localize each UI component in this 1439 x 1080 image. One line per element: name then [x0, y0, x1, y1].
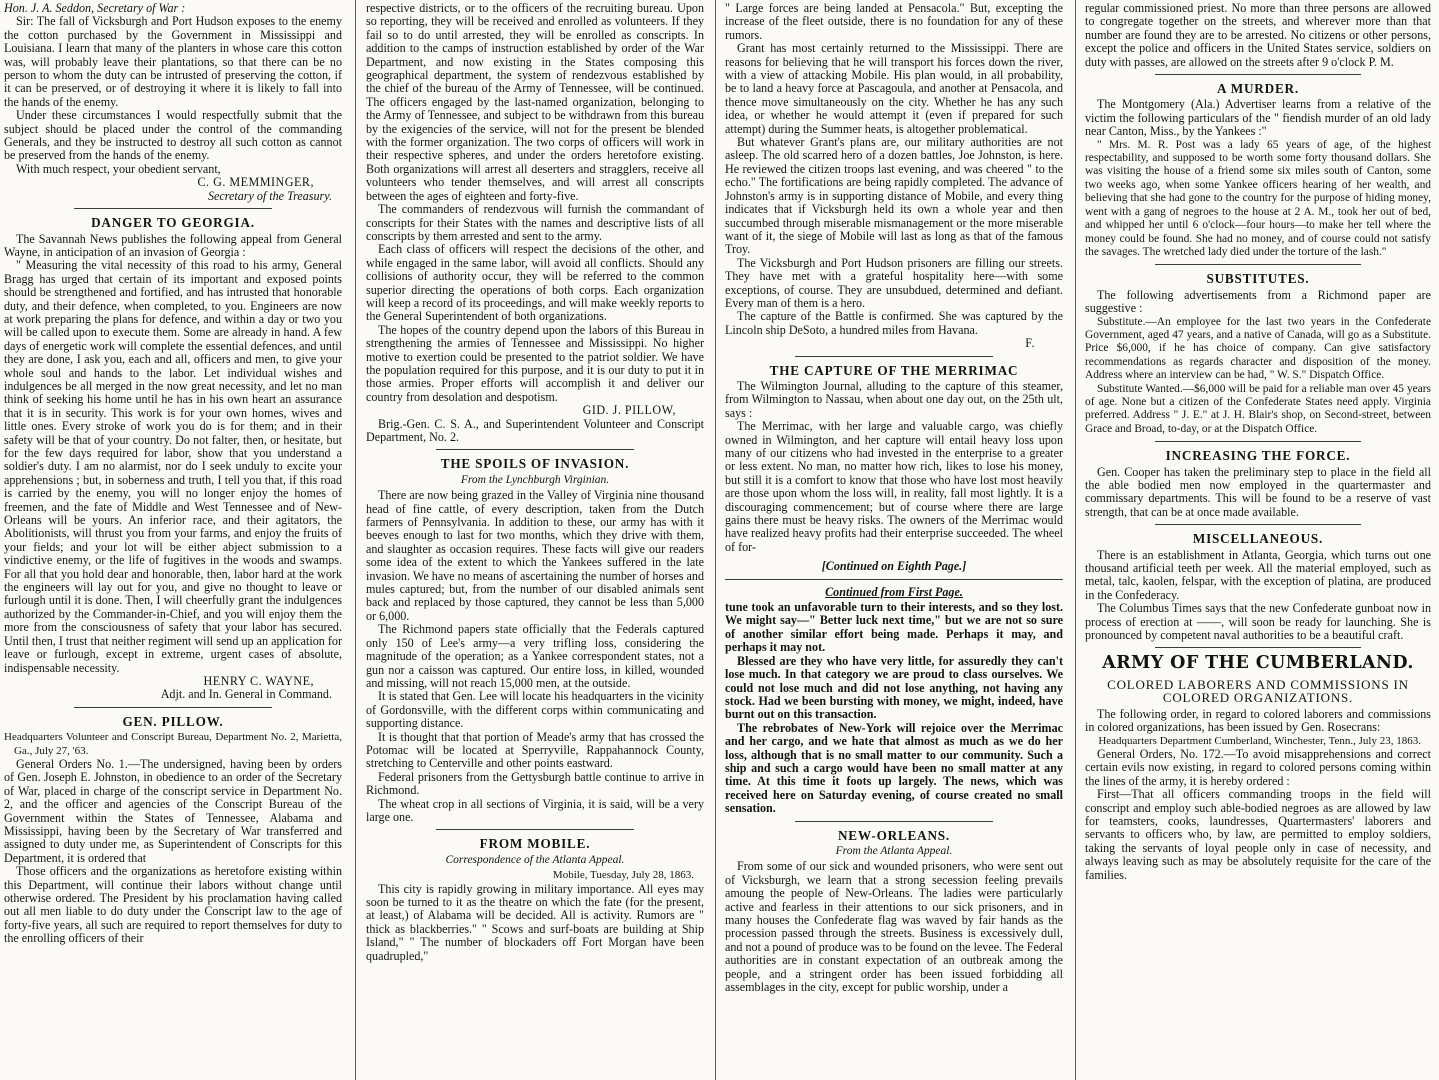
article-paragraph: Grant has most certainly returned to the Mississippi. There are reasons for believing that he will transport his forces down the river, with a view of attacking Mobile. His plan would, in all probability, be to land a heavy force at Pascagoula, and another at Pensacola, and thence move simultaneously on the city. Whether he has any such idea, or whether he would attempt it (even if prepared for such attempt) during the Summer heats, is altogether problematical. [725, 41, 1063, 136]
section-divider [1155, 441, 1361, 442]
article-paragraph: It is stated that Gen. Lee will locate his headquarters in the vicinity of Gordonsville, with the different corps within communicating and supporting distance. [366, 689, 704, 731]
section-divider [725, 579, 1063, 580]
article-paragraph: But whatever Grant's plans are, our military authorities are not asleep. The old scarred hero of a dozen battles, Joe Johnston, is here. He reviewed the citizen troops last evening, and was cheered " to the echo." The fortifications are being rapidly completed. The advance of Johnston's army is in supporting distance of Mobile, and every thing indicates that if Vicksburgh held its own a whole year and then succumbed through miserable mismanagement or the more miserable want of it, the siege of Mobile will last as long as that of the famous Troy. [725, 135, 1063, 257]
article-signature: F. [1025, 336, 1035, 351]
letter-close: With much respect, your obedient servant, [16, 161, 221, 176]
column-rule [355, 0, 356, 1080]
article-dateline: Headquarters Department Cumberland, Winchester, Tenn., July 23, 1863. [1098, 734, 1421, 747]
article-headline-murder: A MURDER. [1217, 81, 1299, 97]
section-divider [436, 449, 634, 450]
article-headline-army-cumberland: ARMY OF THE CUMBERLAND. [1102, 653, 1414, 674]
letter-paragraph: Under these circumstances I would respectfully submit that the subject should be placed under the control of the commanding Generals, and they be instructed to destroy all such cotton as cannot be preserved from the hands of the enemy. [4, 108, 342, 163]
article-signature: GID. J. PILLOW, [582, 403, 676, 418]
article-paragraph: The Montgomery (Ala.) Advertiser learns from a relative of the victim the following particulars of the " fiendish murder of an old lady near Canton, Miss., by the Yankees :" [1085, 97, 1431, 139]
column-rule [1075, 0, 1076, 1080]
section-divider [1155, 647, 1361, 648]
article-paragraph: First—That all officers commanding troops in the field will conscript and employ such able-bodied negroes as are allowed by law for teamsters, cooks, laundresses, Quartermasters' laborers and servants to officers who, by law, are permitted to employ soldiers, taking the servants of loyal people only in case of necessity, and always leaving such as may be absolutely requisite for the care of the families. [1085, 787, 1431, 882]
article-signature-title: Brig.-Gen. C. S. A., and Superintendent Volunteer and Conscript Department, No. 2. [366, 416, 704, 444]
column-4 [1081, 2, 1435, 1080]
article-paragraph: There are now being grazed in the Valley of Virginia nine thousand head of fine cattle, of every description, taken from the Dutch farmers of Pennsylvania. In addition to these, our army has with it beeves enough to last for two months, which they drive with them, and slaughter as occasion requires. These facts will give our readers some idea of the extent to which the Yankees suffered in the late invasion. We have no means of ascertaining the number of horses and mules captured; but, from the number of our disabled animals sent back and replaced by those captured, they cannot be less than 5,000 or 6,000. [366, 488, 704, 623]
article-paragraph: It is thought that that portion of Meade's army that has crossed the Potomac will be located at Sperryville, Rappahannock County, stretching to Centerville and other points eastward. [366, 729, 704, 771]
advertisement: Substitute Wanted.—$6,000 will be paid for a reliable man over 45 years of age. None but a citizen of the Confederate States need apply. Virginia preferred. Address " J. E." at J. H. Blair's shop, on Second-street, between Grace and Broad, to-day, or at the Dispatch Office. [1085, 382, 1431, 435]
article-headline-spoils: THE SPOILS OF INVASION. [440, 456, 630, 472]
article-headline-miscellaneous: MISCELLANEOUS. [1192, 531, 1324, 547]
section-divider [1155, 74, 1361, 75]
article-paragraph: The Columbus Times says that the new Confederate gunboat now in process of erection at ——, will soon be ready for launching. She is pronounced by competent naval authorities to be a beautiful craft. [1085, 601, 1431, 643]
continued-from-notice: Continued from First Page. [825, 584, 963, 599]
column-1 [0, 2, 346, 1080]
article-paragraph: The Richmond papers state officially that the Federals captured only 150 of Lee's army—a very trifling loss, considering the magnitude of the operation; as a Yankee correspondent states, not a gun nor a caisson was captured. Our entire loss, in killed, wounded and missing, will not reach 15,000 men, at the outside. [366, 622, 704, 690]
article-paragraph: The hopes of the country depend upon the labors of this Bureau in strengthening the armies of Tennessee and Mississippi. No higher motive to exertion could be presented to the patriot soldier. We have the population required for this purpose, and it is our duty to put it in those armies. Proper efforts will accomplish it and deliver our country from desolation and despotism. [366, 322, 704, 404]
article-paragraph: The wheat crop in all sections of Virginia, it is said, will be a very large one. [366, 796, 704, 824]
article-paragraph: The following advertisements from a Richmond paper are suggestive : [1085, 287, 1431, 316]
article-headline-danger: DANGER TO GEORGIA. [91, 215, 255, 231]
column-3 [721, 2, 1067, 1080]
article-paragraph: tune took an unfavorable turn to their interests, and so they lost. We might say—" Better luck next time," but we are not so sure of another similar effort being made. Perhaps it may, and perhaps it may not. [725, 600, 1063, 655]
article-paragraph: respective districts, or to the officers of the recruiting bureau. Upon so reporting, they will be received and enrolled as volunteers. If they fail so to do until arrested, they will be enrolled as conscripts. In addition to the camps of instruction established by order of the War Department, and now existing in the States composing this geographical department, the system of rendezvous established by the chief of the bureau of the Army of Tennessee, will be continued. The officers engaged by the last-named organization, belonging to the Army of Tennessee, and subject to be withdrawn from this bureau by the exigencies of the service, will not for the present be blended with the former organization. The two corps of officers will work in their respective spheres, and under the orders heretofore existing. Both organizations will arrest all deserters and stragglers, receive all volunteers who tender themselves, and will arrest all conscripts between the ages of eighteen and forty-five. [366, 2, 704, 203]
letter-salutation: Hon. J. A. Seddon, Secretary of War : [4, 2, 186, 15]
article-signature-title: Adjt. and In. General in Command. [160, 687, 332, 702]
article-paragraph: The capture of the Battle is confirmed. She was captured by the Lincoln ship DeSoto, a hundred miles from Havana. [725, 309, 1063, 337]
article-headline-new-orleans: NEW-ORLEANS. [837, 827, 951, 843]
letter-signature-title: Secretary of the Treasury. [207, 188, 332, 203]
article-paragraph: Those officers and the organizations as heretofore existing within this Department, will continue their labors without change until otherwise ordered. The President by his proclamation having called out all men liable to do duty under the Conscript law to the age of forty-five years, all such are required to report themselves for duty to the enrolling officers of their [4, 864, 342, 946]
article-paragraph: This city is rapidly growing in military importance. All eyes may soon be turned to it as the theatre on which the fate (for the present, at least,) of Alabama will be decided. All is activity. Rumors are " thick as blackberries." " Scows and surf-boats are building at Ship Island," " The number of blockaders off Fort Morgan have been quadrupled," [366, 881, 704, 963]
article-dateline: Headquarters Volunteer and Conscript Bureau, Department No. 2, Marietta, Ga., July 27, '63. [4, 731, 342, 757]
section-divider [74, 208, 272, 209]
article-paragraph: Blessed are they who have very little, for assuredly they can't lose much. In that category we are proud to class ourselves. We could not lose much and did not lose anything, not having any stock. Had we been bursting with money, we might, indeed, have burnt out on this transaction. [725, 653, 1063, 722]
article-headline-pillow: GEN. PILLOW. [122, 713, 224, 729]
section-divider [1155, 264, 1361, 265]
section-divider [795, 356, 993, 357]
article-subheadline: COLORED LABORERS AND COMMISSIONS IN COLORED ORGANIZATIONS. [1107, 676, 1409, 706]
article-paragraph: The Vicksburgh and Port Hudson prisoners are filling our streets. They have met with a grateful hospitality here—with some exceptions, of course. They are unsubdued, determined and defiant. Every man of them is a hero. [725, 255, 1063, 310]
article-signature: HENRY C. WAYNE, [203, 673, 314, 688]
article-headline-substitutes: SUBSTITUTES. [1206, 271, 1310, 287]
column-rule [715, 0, 716, 1080]
article-paragraph: Gen. Cooper has taken the preliminary step to place in the field all the able bodied men now employed in the quartermaster and commissary departments. This will be found to be a reserve of vast strength, that can be at once made available. [1085, 464, 1431, 519]
article-headline-mobile: FROM MOBILE. [479, 836, 591, 852]
article-paragraph: " Large forces are being landed at Pensacola." But, excepting the increase of the fleet outside, there is no foundation for any of these rumors. [725, 2, 1063, 42]
letter-paragraph: Sir: The fall of Vicksburgh and Port Hudson exposes to the enemy the cotton purchased by the Government in Mississippi and Louisiana. I learn that many of the planters in whose care this cotton was, will probably leave their plantations, so that there can be no person to whom the duty can be intrusted of preserving the cotton, if it can be preserved, or of destroying it where it is likely to fall into the hands of the enemy. [4, 14, 342, 109]
letter-signature: C. G. MEMMINGER, [197, 175, 314, 190]
advertisement: Substitute.—An employee for the last two years in the Confederate Government, aged 47 years, and a native of Canada, will go as a Substitute. Price $6,000, if he has choice of company. Can give satisfactory recommendations as regards character and disposition of the money. Address where an interview can be had, " W. S." Dispatch Office. [1085, 315, 1431, 382]
section-divider [74, 707, 272, 708]
article-paragraph: The rebrobates of New-York will rejoice over the Merrimac and her cargo, and we hate that almost as much as we do her loss, although that is no small matter to our community. Such a ship and such a cargo would have been no small matter at any time. At this time it foots up largely. The news, which was received here on Saturday evening, of course created no small sensation. [725, 720, 1063, 816]
article-paragraph: The following order, in regard to colored laborers and commissions in colored organizations, has been issued by Gen. Rosecrans: [1085, 706, 1431, 735]
section-divider [795, 821, 993, 822]
article-headline-merrimac: THE CAPTURE OF THE MERRIMAC [769, 362, 1019, 378]
article-paragraph: There is an establishment in Atlanta, Georgia, which turns out one thousand artificial teeth per week. All the material employed, such as metal, talc, kaolen, felspar, with the exception of platina, are produced in the Confederacy. [1085, 547, 1431, 602]
article-source: Correspondence of the Atlanta Appeal. [445, 853, 625, 866]
article-source: From the Atlanta Appeal. [835, 844, 953, 857]
article-paragraph: Each class of officers will respect the decisions of the other, and while engaged in the same labor, will avoid all conflicts. Should any collisions of authority occur, they will be referred to the common superior directing the operations of both corps. Each organization will keep a record of its proceedings, and will make weekly reports to the General Superintendent of both organizations. [366, 242, 704, 324]
article-paragraph: Federal prisoners from the Gettysburgh battle continue to arrive in Richmond. [366, 769, 704, 798]
article-paragraph: The commanders of rendezvous will furnish the commandant of conscripts for their States with the names and descriptive lists of all conscripts by them arrested and sent to the army. [366, 202, 704, 243]
section-divider [436, 829, 634, 830]
column-2 [362, 2, 708, 1080]
article-source: From the Lynchburgh Virginian. [460, 473, 610, 486]
article-headline-increasing-force: INCREASING THE FORCE. [1165, 448, 1351, 464]
article-dateline: Mobile, Tuesday, July 28, 1863. [552, 869, 694, 882]
article-paragraph: General Orders No. 1.—The undersigned, having been by orders of Gen. Joseph E. Johnston, in obedience to an order of the Secretary of War, placed in charge of the conscript service in Department No. 2, and the officer and agencies of the Conscript Bureau of the Government within the States of Tennessee, Alabama and Mississippi, having been by the Secretary of War transferred and assigned to duty under me, as Superintendent of Conscripts for this Department, it is ordered that [4, 756, 342, 865]
article-paragraph: The Savannah News publishes the following appeal from General Wayne, in anticipation of an invasion of Georgia : [4, 231, 342, 259]
article-paragraph: General Orders, No. 172.—To avoid misapprehensions and correct certain evils now existing, in regard to colored persons coming within the lines of the army, it is hereby ordered : [1085, 746, 1431, 788]
article-paragraph: " Measuring the vital necessity of this road to his army, General Bragg has urged that certain of its important and exposed points should be strengthened and fortified, and has intrusted that honorable duty, and their defence, when completed, to you. Engineers are now at work preparing the plans for defence, and within a day or two you will be called upon to execute them. Some are already in hand. A few days of energetic work will complete the essential defences, and until they are done, I ask you, each and all, officers and men, to give your whole soul and hands to the labor. Let individual wishes and indulgences be all merged in the now great necessity, and let no man think of seeking his home until he has in his own heart an assurance that it is in security. This work is for your own homes, wives and little ones. Every stroke of work you do is for them; and in their safety will be that of your country. Do not falter, then, or hesitate, but for the few days required for labor, show that you understand a soldier's duty. I am no alarmist, nor do I seek unduly to excite your apprehensions ; but, in soberness and truth, I tell you that, if this road is carried by the enemy, you will no longer enjoy the homes of freemen, and the fate of Middle and West Tennessee and of New-Orleans will be yours. An inferior race, and their agitators, the Abolitionists, will thrust you from your farms, and enjoy the fruits of your fields; and your lot will be either abject submission to a vindictive enemy, or the life of fugitives in the woods and swamps. For all that you hold dear and honorable, then, labor hard at the work the engineers will lay out for you, and give no thought to leave or furlough until it is done. Then, I will cheerfully grant the indulgences authorized by the Commander-in-Chief, and you will enjoy them the more from the consciousness of safety that your labor has secured. Until then, I trust that neither regiment will send up an application for leave or furlough, except in extreme, urgent cases of absolute, indispensable necessity. [4, 258, 342, 675]
article-paragraph: " Mrs. M. R. Post was a lady 65 years of age, of the highest respectability, and supposed to be worth some forty thousand dollars. She was visiting the house of a friend some six miles south of Canton, some two weeks ago, when some Yankee officers hearing of her wealth, and believing that she had gone to the country for the purpose of hiding money, went with a gang of negroes to the house at 2 A. M., took her out of bed, and whipped her until 6 o'clock—four hours—to make her tell where the money could be found. She had no money, and of course could not satisfy the savages. The wretched lady died under the torture of the lash." [1085, 138, 1431, 258]
article-paragraph: regular commissioned priest. No more than three persons are allowed to congregate together on the streets, and wherever more than that number are found they are to be arrested. No citizens or other persons, except the police and officers in the United States service, soldiers on duty with passes, are allowed on the streets after 9 o'clock P. M. [1085, 2, 1431, 69]
article-paragraph: From some of our sick and wounded prisoners, who were sent out of Vicksburgh, we learn that a strong secession feeling prevails amoung the people of New-Orleans. The ladies were particularly active and fearless in their attentions to our sick prisoners, and in many houses the Confederate flag was waved by fair hands as the procession passed through the streets. Business is excessively dull, and not a pound of produce was to be found on the levee. The Federal authorities are in constant expectation of an outbreak among the people, and a stringent order has been issued forbidding all assemblages in the city, except for public worship, under a [725, 859, 1063, 995]
section-divider [1155, 524, 1361, 525]
continued-on-notice: [Continued on Eighth Page.] [821, 559, 967, 574]
article-paragraph: The Merrimac, with her large and valuable cargo, was chiefly owned in Wilmington, and her capture will entail heavy loss upon many of our citizens who had invested in the enterprise to a greater or less extent. No man, no matter how rich, likes to lose his money, but still it is a comfort to know that those who have lost most heavily are those upon whom the loss will, in reality, fall most lightly. It is a discouraging commencement; but of course where there are large gains there must be heavy risks. The owners of the Merrimac would have realized heavy profits had their enterprise succeeded. The wheel of for- [725, 419, 1063, 554]
article-paragraph: The Wilmington Journal, alluding to the capture of this steamer, from Wilmington to Nassau, when about one day out, on the 25th ult, says : [725, 378, 1063, 420]
